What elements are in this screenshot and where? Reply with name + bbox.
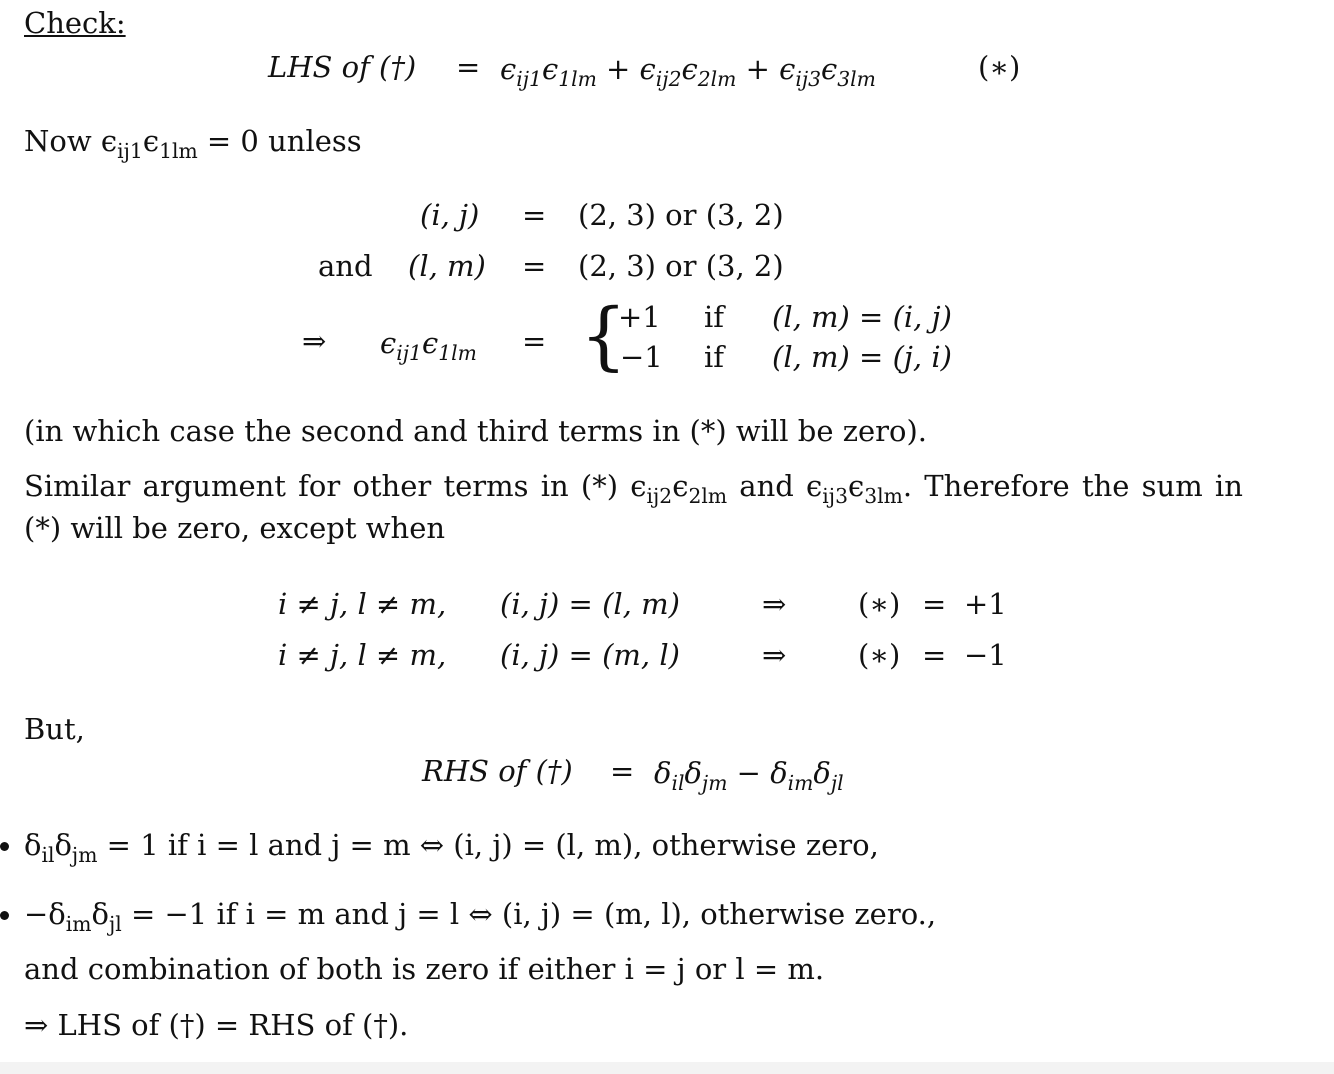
except-row1-equation: (i, j) = (l, m) <box>500 587 680 621</box>
cond-row2-lhs: (l, m) <box>408 249 486 283</box>
case2-value: −1 <box>620 340 663 374</box>
bullet-item-1: $\delta_{il}\delta_{jm} = 1$ if i = l and j = m ⇔ (i, j) = (l, m), otherwise zero, <box>24 828 879 868</box>
rhs-eq-rhs: $\delta_{il}\delta_{jm} - \delta_{im}\delta_{jl}$ <box>654 756 844 796</box>
case2-condition: (l, m) = (j, i) <box>772 340 952 374</box>
bullet-marker-2 <box>0 911 9 920</box>
except-row2-condition: i ≠ j, l ≠ m, <box>278 638 447 672</box>
cond-row3-arrow: ⇒ <box>302 324 327 358</box>
case1-if: if <box>704 300 725 334</box>
except-row1-arrow: ⇒ <box>762 587 787 621</box>
combination-line: and combination of both is zero if either i = j or l = m. <box>24 952 825 986</box>
case2-if: if <box>704 340 725 374</box>
cond-row1-lhs: (i, j) <box>420 198 480 232</box>
except-row2-value: −1 <box>964 638 1007 672</box>
except-row2-equals: = <box>922 638 947 672</box>
cond-row3-equals: = <box>522 324 547 358</box>
except-row2-arrow: ⇒ <box>762 638 787 672</box>
cond-row1-equals: = <box>522 198 547 232</box>
paragraph-similar-line1: Similar argument for other terms in (*) $\epsilon_{ij2}\epsilon_{2lm}$ and $\epsilon_{ij3}\epsilon_{3lm}$. Therefore the sum in <box>24 469 1243 509</box>
except-row2-star: (∗) <box>858 638 901 672</box>
conclusion-line: ⇒ LHS of (†) = RHS of (†). <box>24 1008 409 1042</box>
cond-row2-label: and <box>318 249 373 283</box>
cases-brace: { <box>580 293 628 379</box>
case1-condition: (l, m) = (i, j) <box>772 300 952 334</box>
bullet-marker-1 <box>0 842 9 851</box>
heading: Check: <box>24 6 126 40</box>
rhs-eq-equals: = <box>610 754 635 788</box>
except-row1-value: +1 <box>964 587 1007 621</box>
cond-row2-rhs: (2, 3) or (3, 2) <box>578 249 784 283</box>
page-bottom-shade <box>0 1062 1334 1074</box>
case1-value: +1 <box>618 300 661 334</box>
cond-row2-equals: = <box>522 249 547 283</box>
cond-row1-rhs: (2, 3) or (3, 2) <box>578 198 784 232</box>
rhs-eq-lhs: RHS of (†) <box>422 754 573 788</box>
except-row1-equals: = <box>922 587 947 621</box>
now-line: Now $\epsilon_{ij1}\epsilon_{1lm} = 0$ unless <box>24 124 362 164</box>
eq-star-lhs: LHS of (†) <box>268 50 417 84</box>
eq-star-tag: (∗) <box>978 50 1021 84</box>
except-row1-condition: i ≠ j, l ≠ m, <box>278 587 447 621</box>
eq-star-rhs: $\epsilon_{ij1}\epsilon_{1lm} + \epsilon_{ij2}\epsilon_{2lm} + \epsilon_{ij3}\epsilon_{3lm}$ <box>500 52 876 92</box>
except-row2-equation: (i, j) = (m, l) <box>500 638 680 672</box>
but-text: But, <box>24 712 85 746</box>
cond-row3-lhs: $\epsilon_{ij1}\epsilon_{1lm}$ <box>380 326 477 366</box>
bullet-item-2: $-\delta_{im}\delta_{jl} = -1$ if i = m and j = l ⇔ (i, j) = (m, l), otherwise zero., <box>24 897 937 937</box>
paragraph-similar-line2: (*) will be zero, except when <box>24 511 446 545</box>
eq-star-equals: = <box>456 50 481 84</box>
except-row1-star: (∗) <box>858 587 901 621</box>
paragraph-in-which-case: (in which case the second and third terms in (*) will be zero). <box>24 414 928 448</box>
